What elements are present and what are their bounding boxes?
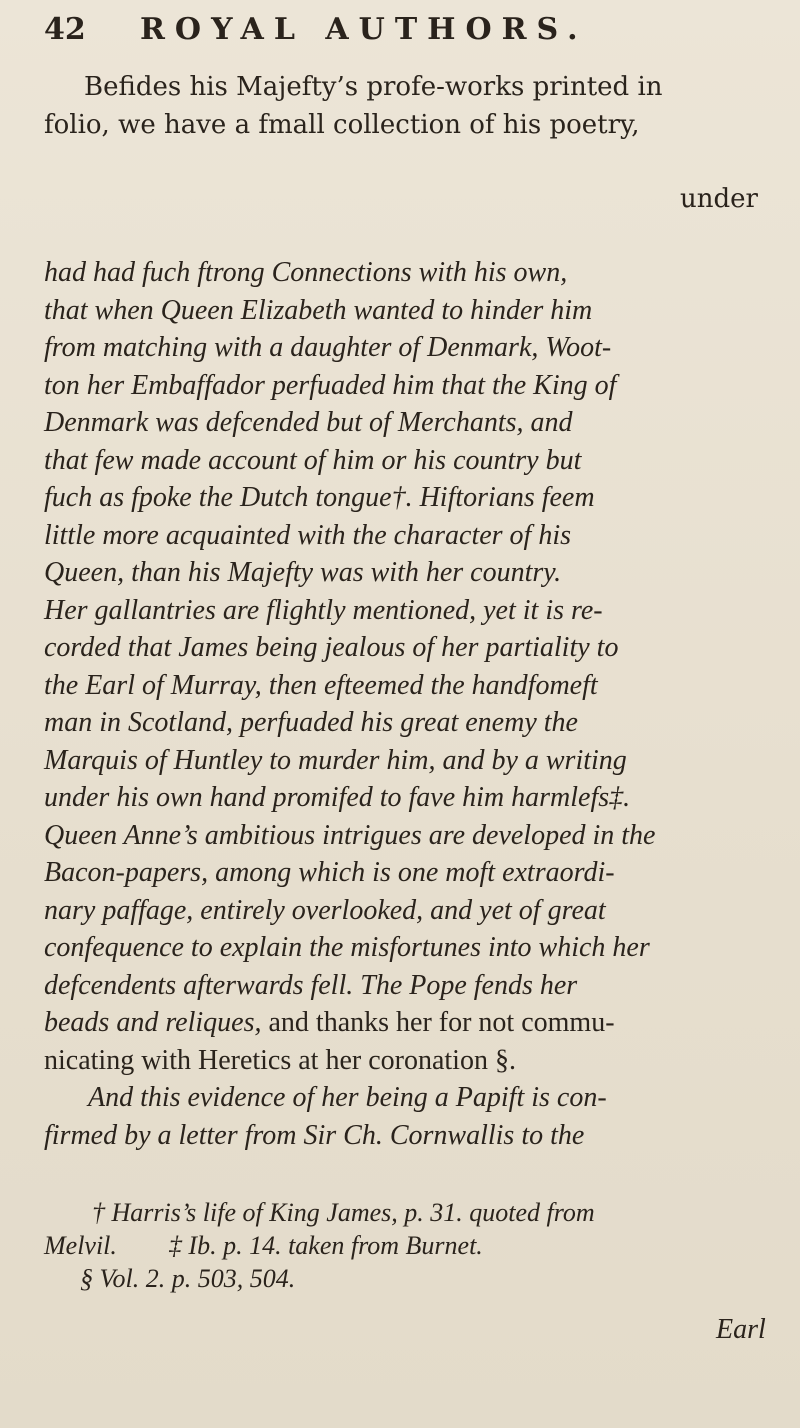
running-head: ROYAL AUTHORS. [140, 12, 588, 47]
roman-segment: and thanks her for not commu- [261, 1007, 615, 1038]
note-line: ton her Embaffador perfuaded him that the King of [44, 369, 617, 401]
note-line: Bacon-papers, among which is one moft extraordi- [44, 857, 615, 888]
main-text [44, 68, 784, 144]
page-header [44, 12, 764, 52]
note-line: nicating with Heretics at her coronation §. [44, 1044, 516, 1076]
note-line: had had fuch ftrong Connections with his own, [44, 257, 568, 288]
note-line: confequence to explain the misfortunes into which her [44, 932, 650, 963]
note-line: under his own hand promifed to fave him harmlefs‡. [44, 782, 631, 813]
note-line: nary paffage, entirely overlooked, and yet of great [44, 894, 606, 926]
note-line: little more acquainted with the character of his [44, 519, 571, 551]
note-line: Denmark was defcended but of Merchants, and [44, 407, 573, 438]
text-line: folio, we have a fmall collection of his poetry, [44, 110, 640, 140]
note-line: fuch as fpoke the Dutch tongue†. Hiftorians feem [44, 482, 595, 513]
footnote: † Harris’s life of King James, p. 31. quoted from [92, 1198, 595, 1227]
catchword: under [680, 184, 758, 214]
text-line: Befides his Majefty’s profe-works printed in [84, 72, 663, 102]
catchword: Earl [716, 1314, 766, 1345]
note-line: corded that James being jealous of her partiality to [44, 632, 619, 663]
note-line: Marquis of Huntley to murder him, and by a writing [44, 744, 627, 776]
note-line: firmed by a letter from Sir Ch. Cornwallis to the [44, 1119, 585, 1151]
note-line: the Earl of Murray, then efteemed the handfomeft [44, 669, 598, 701]
note-line: man in Scotland, perfuaded his great enemy the [44, 707, 578, 738]
footnote: § Vol. 2. p. 503, 504. [80, 1264, 296, 1293]
note-line: from matching with a daughter of Denmark, Woot- [44, 332, 612, 363]
note-line: that few made account of him or his country but [44, 444, 582, 476]
note-text [44, 254, 784, 1154]
page-number: 42 [44, 12, 86, 47]
footnotes [44, 1196, 784, 1295]
note-line: And this evidence of her being a Papift is con- [88, 1082, 607, 1113]
note-line: Queen Anne’s ambitious intrigues are developed in the [44, 819, 656, 851]
note-line-mixed [44, 1004, 784, 1042]
italic-segment: beads and reliques, [44, 1007, 262, 1038]
note-line: Queen, than his Majefty was with her country. [44, 557, 562, 588]
note-line: defcendents afterwards fell. The Pope fends her [44, 969, 578, 1001]
note-line: Her gallantries are flightly mentioned, yet it is re- [44, 594, 603, 626]
footnote: Melvil. ‡ Ib. p. 14. taken from Burnet. [44, 1231, 483, 1260]
note-line: that when Queen Elizabeth wanted to hinder him [44, 294, 593, 326]
